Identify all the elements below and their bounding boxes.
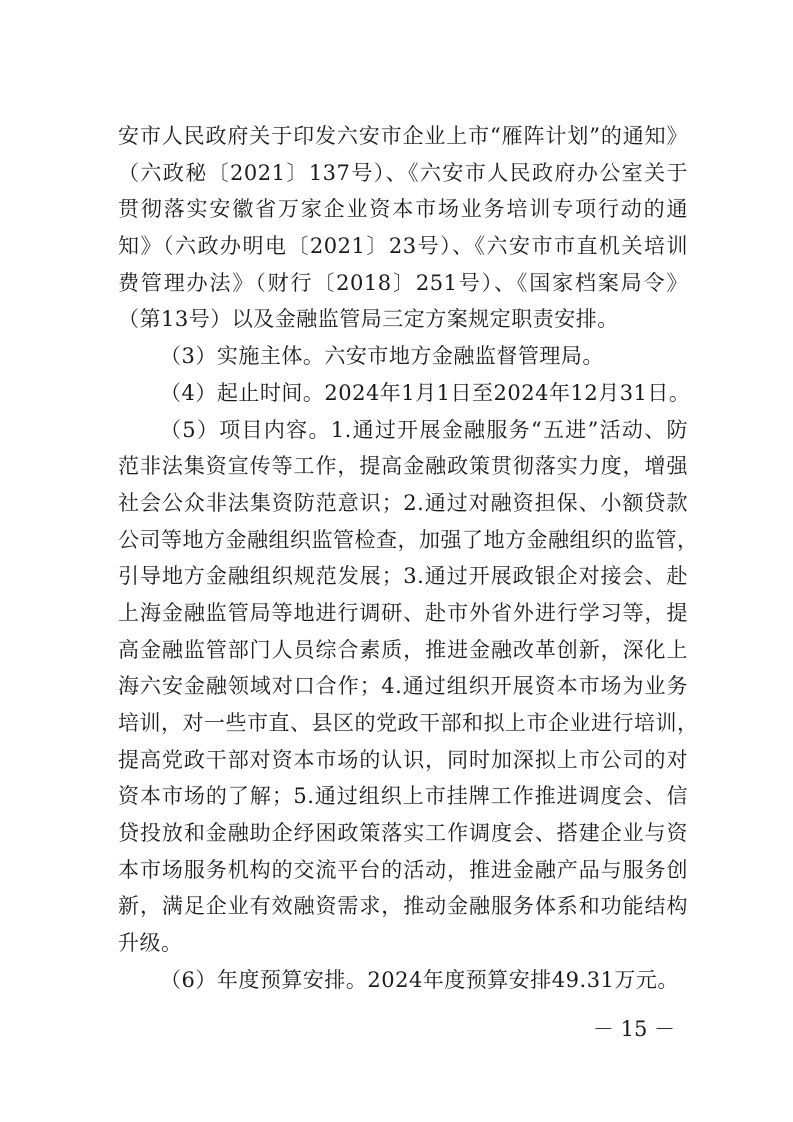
text-line: 提高党政干部对资本市场的认识，同时加深拟上市公司的对 <box>118 747 688 772</box>
text-line: 公司等地方金融组织监管检查，加强了地方金融组织的监管， <box>118 527 699 552</box>
text-line: （6）年度预算安排。2024年度预算安排49.31万元。 <box>160 967 679 992</box>
text-line: 知》（六政办明电〔2021〕23号）、《六安市市直机关培训 <box>118 234 688 259</box>
paragraph-annual-budget <box>118 962 688 999</box>
text-line: 费管理办法》（财行〔2018〕251号）、《国家档案局令》 <box>118 270 688 295</box>
text-line: 范非法集资宣传等工作，提高金融政策贯彻落实力度，增强 <box>118 454 688 479</box>
paragraph-period <box>118 375 691 412</box>
text-line: （六政秘〔2021〕137号）、《六安市人民政府办公室关于 <box>118 160 688 185</box>
page-number: － 15 － <box>592 1017 675 1041</box>
text-line: 高金融监管部门人员综合素质，推进金融改革创新，深化上 <box>118 637 688 662</box>
body-text <box>118 118 699 999</box>
text-line: （3）实施主体。六安市地方金融监督管理局。 <box>160 344 604 369</box>
text-line: （4）起止时间。2024年1月1日至2024年12月31日。 <box>160 380 691 405</box>
text-line: 升级。 <box>118 931 183 956</box>
text-line: 安市人民政府关于印发六安市企业上市“雁阵计划”的通知》 <box>118 124 688 148</box>
text-line: 新，满足企业有效融资需求，推动金融服务体系和功能结构 <box>118 894 688 919</box>
text-line: （第13号）以及金融监管局三定方案规定职责安排。 <box>118 307 619 332</box>
text-line: 引导地方金融组织规范发展；3.通过开展政银企对接会、赴 <box>118 564 688 589</box>
text-line: 本市场服务机构的交流平台的活动，推进金融产品与服务创 <box>118 857 688 882</box>
text-line: 社会公众非法集资防范意识；2.通过对融资担保、小额贷款 <box>118 490 688 515</box>
paragraph-legal-basis <box>118 118 688 338</box>
text-line: 海六安金融领域对口合作；4.通过组织开展资本市场为业务 <box>118 674 688 699</box>
text-line: 贷投放和金融助企纾困政策落实工作调度会、搭建企业与资 <box>118 821 688 846</box>
text-line: 资本市场的了解；5.通过组织上市挂牌工作推进调度会、信 <box>118 784 688 809</box>
text-line: 贯彻落实安徽省万家企业资本市场业务培训专项行动的通 <box>118 197 688 222</box>
paragraph-implementing-body <box>118 338 688 375</box>
text-line: （5）项目内容。1.通过开展金融服务“五进”活动、防 <box>160 417 688 442</box>
text-line: 培训，对一些市直、县区的党政干部和拟上市企业进行培训， <box>118 711 699 735</box>
paragraph-project-content <box>118 412 699 962</box>
text-line: 上海金融监管局等地进行调研、赴市外省外进行学习等，提 <box>118 600 688 625</box>
